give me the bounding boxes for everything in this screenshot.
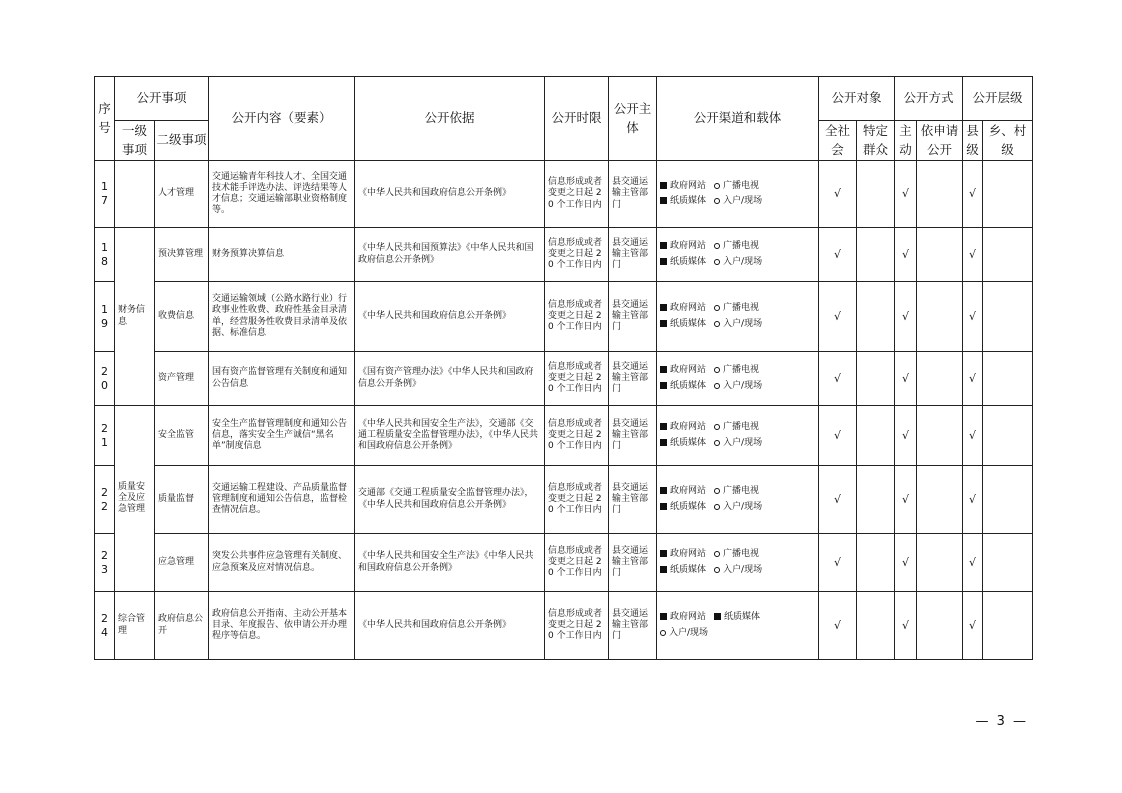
filled-square-icon [660, 258, 667, 265]
check-level-town [983, 592, 1033, 660]
level1-item: 质量安全及应急管理 [115, 406, 155, 592]
table-row [95, 406, 1033, 466]
level2-item: 应急管理 [155, 534, 209, 592]
check-audience-specific [857, 592, 895, 660]
level2-item: 收费信息 [155, 282, 209, 352]
level2-item: 安全监管 [155, 406, 209, 466]
check-audience-all: √ [819, 592, 857, 660]
check-audience-all: √ [819, 282, 857, 352]
filled-square-icon [660, 182, 667, 189]
channel-label: 入户/现场 [723, 318, 763, 329]
subject-cell: 县交通运输主管部门 [609, 534, 657, 592]
table-row [95, 534, 1033, 592]
check-method-active: √ [895, 352, 917, 406]
level2-item: 预决算管理 [155, 228, 209, 282]
filled-square-icon [660, 487, 667, 494]
header-content: 公开内容（要素） [209, 77, 355, 161]
check-audience-specific [857, 161, 895, 228]
check-level-town [983, 406, 1033, 466]
content-cell: 财务预算决算信息 [209, 228, 355, 282]
channel-label: 入户/现场 [723, 196, 763, 206]
hollow-circle-icon [714, 243, 720, 249]
channel-label: 政府网站 [670, 365, 707, 376]
filled-square-icon [660, 197, 667, 204]
channel-label: 广播电视 [723, 549, 760, 560]
channel-label: 纸质媒体 [670, 437, 707, 448]
channel-label: 政府网站 [670, 422, 707, 433]
channel-label: 广播电视 [723, 241, 760, 252]
disclosure-table [94, 76, 1033, 660]
level1-item [115, 161, 155, 228]
check-method-active: √ [895, 534, 917, 592]
header-level1: 一级事项 [115, 121, 155, 161]
level1-item: 财务信息 [115, 228, 155, 406]
filled-square-icon [660, 439, 667, 446]
level2-item: 人才管理 [155, 161, 209, 228]
header-method-active: 主动 [895, 121, 917, 161]
time-cell: 信息形成或者变更之日起 20 个工作日内 [545, 282, 609, 352]
time-cell: 信息形成或者变更之日起 20 个工作日内 [545, 161, 609, 228]
check-level-county: √ [963, 406, 983, 466]
basis-cell: 《中华人民共和国预算法》《中华人民共和国政府信息公开条例》 [355, 228, 545, 282]
hollow-circle-icon [714, 567, 720, 573]
channel-label: 纸质媒体 [670, 256, 707, 267]
filled-square-icon [714, 613, 721, 620]
subject-cell: 县交通运输主管部门 [609, 228, 657, 282]
hollow-circle-icon [714, 504, 720, 510]
hollow-circle-icon [660, 630, 666, 636]
check-method-request [917, 352, 963, 406]
hollow-circle-icon [714, 305, 720, 311]
hollow-circle-icon [714, 551, 720, 557]
channel-label: 广播电视 [723, 303, 760, 314]
basis-cell: 交通部《交通工程质量安全监督管理办法》，《中华人民共和国政府信息公开条例》 [355, 466, 545, 534]
content-cell: 政府信息公开指南、主动公开基本目录、年度报告、依申请公开办理程序等信息。 [209, 592, 355, 660]
content-cell: 交通运输工程建设、产品质量监督管理制度和通知公告信息，监督检查情况信息。 [209, 466, 355, 534]
content-cell: 交通运输领域（公路水路行业）行政事业性收费、政府性基金目录清单，经营服务性收费目录清单及依据、标准信息 [209, 282, 355, 352]
hollow-circle-icon [714, 424, 720, 430]
check-audience-specific [857, 352, 895, 406]
filled-square-icon [660, 613, 667, 620]
check-audience-specific [857, 466, 895, 534]
header-audience: 公开对象 [819, 77, 895, 121]
channel-label: 入户/现场 [723, 564, 763, 575]
hollow-circle-icon [714, 488, 720, 494]
filled-square-icon [660, 304, 667, 311]
check-method-request [917, 534, 963, 592]
header-channel: 公开渠道和载体 [657, 77, 819, 161]
row-number: 20 [95, 352, 115, 406]
check-method-request [917, 282, 963, 352]
header-audience-specific: 特定群众 [857, 121, 895, 161]
channel-label: 广播电视 [723, 422, 760, 433]
table-row [95, 592, 1033, 660]
page-number: — 3 — [975, 714, 1028, 729]
check-audience-all: √ [819, 534, 857, 592]
header-method: 公开方式 [895, 77, 963, 121]
table-row [95, 161, 1033, 228]
channel-label: 纸质媒体 [670, 380, 707, 391]
channel-label: 广播电视 [723, 180, 760, 191]
time-cell: 信息形成或者变更之日起 20 个工作日内 [545, 466, 609, 534]
basis-cell: 《中华人民共和国政府信息公开条例》 [355, 161, 545, 228]
channel-label: 政府网站 [670, 241, 707, 252]
check-level-town [983, 282, 1033, 352]
filled-square-icon [660, 503, 667, 510]
channel-cell [657, 592, 819, 660]
hollow-circle-icon [714, 198, 720, 204]
check-audience-specific [857, 228, 895, 282]
channel-label: 广播电视 [723, 365, 760, 376]
header-seq: 序号 [95, 77, 115, 161]
table-row [95, 228, 1033, 282]
check-level-town [983, 534, 1033, 592]
filled-square-icon [660, 550, 667, 557]
check-level-county: √ [963, 592, 983, 660]
level2-item: 政府信息公开 [155, 592, 209, 660]
channel-label: 政府网站 [670, 612, 707, 623]
check-audience-all: √ [819, 228, 857, 282]
filled-square-icon [660, 382, 667, 389]
check-audience-all: √ [819, 466, 857, 534]
check-audience-specific [857, 406, 895, 466]
header-subject: 公开主体 [609, 77, 657, 161]
channel-label: 入户/现场 [723, 380, 763, 391]
header-public-item: 公开事项 [115, 77, 209, 121]
check-level-county: √ [963, 466, 983, 534]
time-cell: 信息形成或者变更之日起 20 个工作日内 [545, 228, 609, 282]
time-cell: 信息形成或者变更之日起 20 个工作日内 [545, 592, 609, 660]
filled-square-icon [660, 366, 667, 373]
header-method-request: 依申请公开 [917, 121, 963, 161]
hollow-circle-icon [714, 440, 720, 446]
row-number: 24 [95, 592, 115, 660]
channel-label: 入户/现场 [669, 627, 709, 638]
check-method-request [917, 406, 963, 466]
basis-cell: 《国有资产管理办法》《中华人民共和国政府信息公开条例》 [355, 352, 545, 406]
check-method-active: √ [895, 282, 917, 352]
table-row [95, 282, 1033, 352]
channel-cell [657, 228, 819, 282]
filled-square-icon [660, 320, 667, 327]
channel-cell [657, 161, 819, 228]
header-level-town: 乡、村级 [983, 121, 1033, 161]
channel-label: 政府网站 [670, 486, 707, 497]
check-method-active: √ [895, 466, 917, 534]
channel-label: 入户/现场 [723, 437, 763, 448]
check-level-town [983, 352, 1033, 406]
subject-cell: 县交通运输主管部门 [609, 161, 657, 228]
header-audience-all: 全社会 [819, 121, 857, 161]
channel-label: 纸质媒体 [670, 318, 707, 329]
check-level-county: √ [963, 282, 983, 352]
check-audience-all: √ [819, 352, 857, 406]
table-row [95, 466, 1033, 534]
subject-cell: 县交通运输主管部门 [609, 592, 657, 660]
check-level-county: √ [963, 534, 983, 592]
check-method-active: √ [895, 592, 917, 660]
hollow-circle-icon [714, 183, 720, 189]
row-number: 18 [95, 228, 115, 282]
channel-cell [657, 466, 819, 534]
channel-label: 政府网站 [670, 549, 707, 560]
basis-cell: 《中华人民共和国政府信息公开条例》 [355, 282, 545, 352]
header-basis: 公开依据 [355, 77, 545, 161]
header-level-county: 县级 [963, 121, 983, 161]
subject-cell: 县交通运输主管部门 [609, 466, 657, 534]
table-row [95, 352, 1033, 406]
channel-label: 入户/现场 [723, 256, 763, 267]
level2-item: 资产管理 [155, 352, 209, 406]
check-method-request [917, 228, 963, 282]
content-cell: 安全生产监督管理制度和通知公告信息，落实安全生产诚信“黑名单”制度信息 [209, 406, 355, 466]
check-level-town [983, 161, 1033, 228]
subject-cell: 县交通运输主管部门 [609, 406, 657, 466]
time-cell: 信息形成或者变更之日起 20 个工作日内 [545, 406, 609, 466]
row-number: 17 [95, 161, 115, 228]
header-level2: 二级事项 [155, 121, 209, 161]
row-number: 22 [95, 466, 115, 534]
header-level: 公开层级 [963, 77, 1033, 121]
subject-cell: 县交通运输主管部门 [609, 282, 657, 352]
check-method-request [917, 466, 963, 534]
channel-label: 入户/现场 [723, 501, 763, 512]
level1-item: 综合管理 [115, 592, 155, 660]
channel-label: 政府网站 [670, 303, 707, 314]
row-number: 19 [95, 282, 115, 352]
basis-cell: 《中华人民共和国安全生产法》，交通部《交通工程质量安全监督管理办法》，《中华人民共和国政府信息公开条例》 [355, 406, 545, 466]
basis-cell: 《中华人民共和国政府信息公开条例》 [355, 592, 545, 660]
filled-square-icon [660, 423, 667, 430]
channel-label: 纸质媒体 [670, 501, 707, 512]
channel-label: 纸质媒体 [670, 196, 707, 206]
check-method-request [917, 161, 963, 228]
check-method-active: √ [895, 161, 917, 228]
check-level-county: √ [963, 228, 983, 282]
hollow-circle-icon [714, 383, 720, 389]
content-cell: 突发公共事件应急管理有关制度、应急预案及应对情况信息。 [209, 534, 355, 592]
channel-cell [657, 534, 819, 592]
check-audience-all: √ [819, 406, 857, 466]
basis-cell: 《中华人民共和国安全生产法》《中华人民共和国政府信息公开条例》 [355, 534, 545, 592]
filled-square-icon [660, 566, 667, 573]
time-cell: 信息形成或者变更之日起 20 个工作日内 [545, 534, 609, 592]
check-audience-specific [857, 534, 895, 592]
row-number: 21 [95, 406, 115, 466]
channel-cell [657, 282, 819, 352]
channel-label: 广播电视 [723, 486, 760, 497]
check-level-county: √ [963, 352, 983, 406]
check-method-request [917, 592, 963, 660]
level2-item: 质量监督 [155, 466, 209, 534]
content-cell: 国有资产监督管理有关制度和通知公告信息 [209, 352, 355, 406]
check-audience-all: √ [819, 161, 857, 228]
check-level-town [983, 466, 1033, 534]
header-row-1 [95, 77, 1033, 121]
hollow-circle-icon [714, 259, 720, 265]
check-level-town [983, 228, 1033, 282]
channel-label: 纸质媒体 [724, 612, 761, 623]
header-time-limit: 公开时限 [545, 77, 609, 161]
channel-cell [657, 352, 819, 406]
subject-cell: 县交通运输主管部门 [609, 352, 657, 406]
filled-square-icon [660, 242, 667, 249]
channel-cell [657, 406, 819, 466]
time-cell: 信息形成或者变更之日起 20 个工作日内 [545, 352, 609, 406]
check-level-county: √ [963, 161, 983, 228]
row-number: 23 [95, 534, 115, 592]
content-cell: 交通运输青年科技人才、全国交通技术能手评选办法、评选结果等人才信息；交通运输部职业资格制度等。 [209, 161, 355, 228]
channel-label: 政府网站 [670, 180, 707, 191]
check-method-active: √ [895, 228, 917, 282]
check-method-active: √ [895, 406, 917, 466]
check-audience-specific [857, 282, 895, 352]
channel-label: 纸质媒体 [670, 564, 707, 575]
hollow-circle-icon [714, 367, 720, 373]
hollow-circle-icon [714, 321, 720, 327]
